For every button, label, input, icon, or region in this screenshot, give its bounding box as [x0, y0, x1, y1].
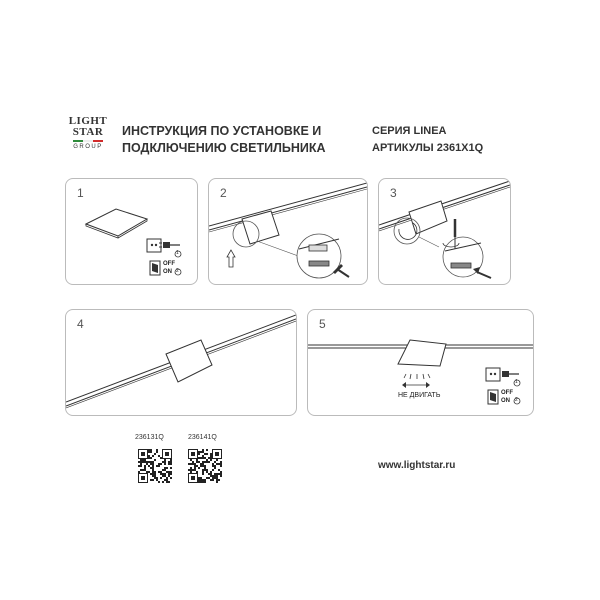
badge-2-label: 2 — [515, 397, 518, 403]
step-2-illustration — [209, 179, 367, 284]
series-label: СЕРИЯ LINEA — [372, 125, 447, 137]
logo-line-group: GROUP — [73, 144, 103, 150]
switch-on-label: ON — [501, 398, 510, 404]
brand-logo — [66, 116, 110, 151]
track-rail — [209, 183, 367, 226]
socket-icon — [147, 239, 161, 252]
plug-icon — [163, 242, 170, 248]
lamp-panel — [398, 340, 446, 366]
step-number: 5 — [319, 317, 326, 331]
badge-1-label: 1 — [515, 379, 518, 385]
step-panel-5 — [307, 309, 534, 416]
do-not-move-note: НЕ ДВИГАТЬ — [398, 392, 441, 399]
step-number: 1 — [77, 186, 84, 200]
logo-flag — [66, 140, 110, 142]
step-number: 3 — [390, 186, 397, 200]
logo-line-light: LIGHT — [68, 115, 108, 127]
qr-label-2: 236141Q — [188, 434, 217, 441]
step-3-illustration — [379, 179, 510, 284]
qr-code-2[interactable] — [188, 449, 222, 483]
articles-label: АРТИКУЛЫ 2361X1Q — [372, 142, 484, 154]
plug-icon — [502, 371, 509, 377]
step-panel-1 — [65, 178, 198, 285]
qr-code-1[interactable] — [138, 449, 172, 483]
badge-1-label: 1 — [176, 250, 179, 256]
step-number: 2 — [220, 186, 227, 200]
step-number: 4 — [77, 317, 84, 331]
series-info — [372, 123, 483, 157]
step-panel-3 — [378, 178, 511, 285]
website-link[interactable]: www.lightstar.ru — [378, 460, 456, 471]
logo-line-star: STAR — [72, 126, 104, 138]
step-panel-4 — [65, 309, 297, 416]
qr-label-1: 236131Q — [135, 434, 164, 441]
lamp-panel — [166, 340, 212, 382]
switch-on-label: ON — [163, 269, 172, 275]
step-5-illustration — [308, 310, 533, 415]
page-title — [122, 123, 342, 157]
step-panel-2 — [208, 178, 368, 285]
lamp-panel — [86, 209, 147, 236]
switch-off-label: OFF — [501, 390, 513, 396]
socket-icon — [486, 368, 500, 381]
title-line-2: ПОДКЛЮЧЕНИЮ СВЕТИЛЬНИКА — [122, 141, 326, 155]
badge-2-label: 2 — [176, 268, 179, 274]
switch-off-label: OFF — [163, 261, 175, 267]
title-line-1: ИНСТРУКЦИЯ ПО УСТАНОВКЕ И — [122, 124, 322, 138]
step-4-illustration — [66, 310, 296, 415]
lamp-panel — [409, 201, 447, 234]
up-arrow-icon — [227, 250, 235, 267]
